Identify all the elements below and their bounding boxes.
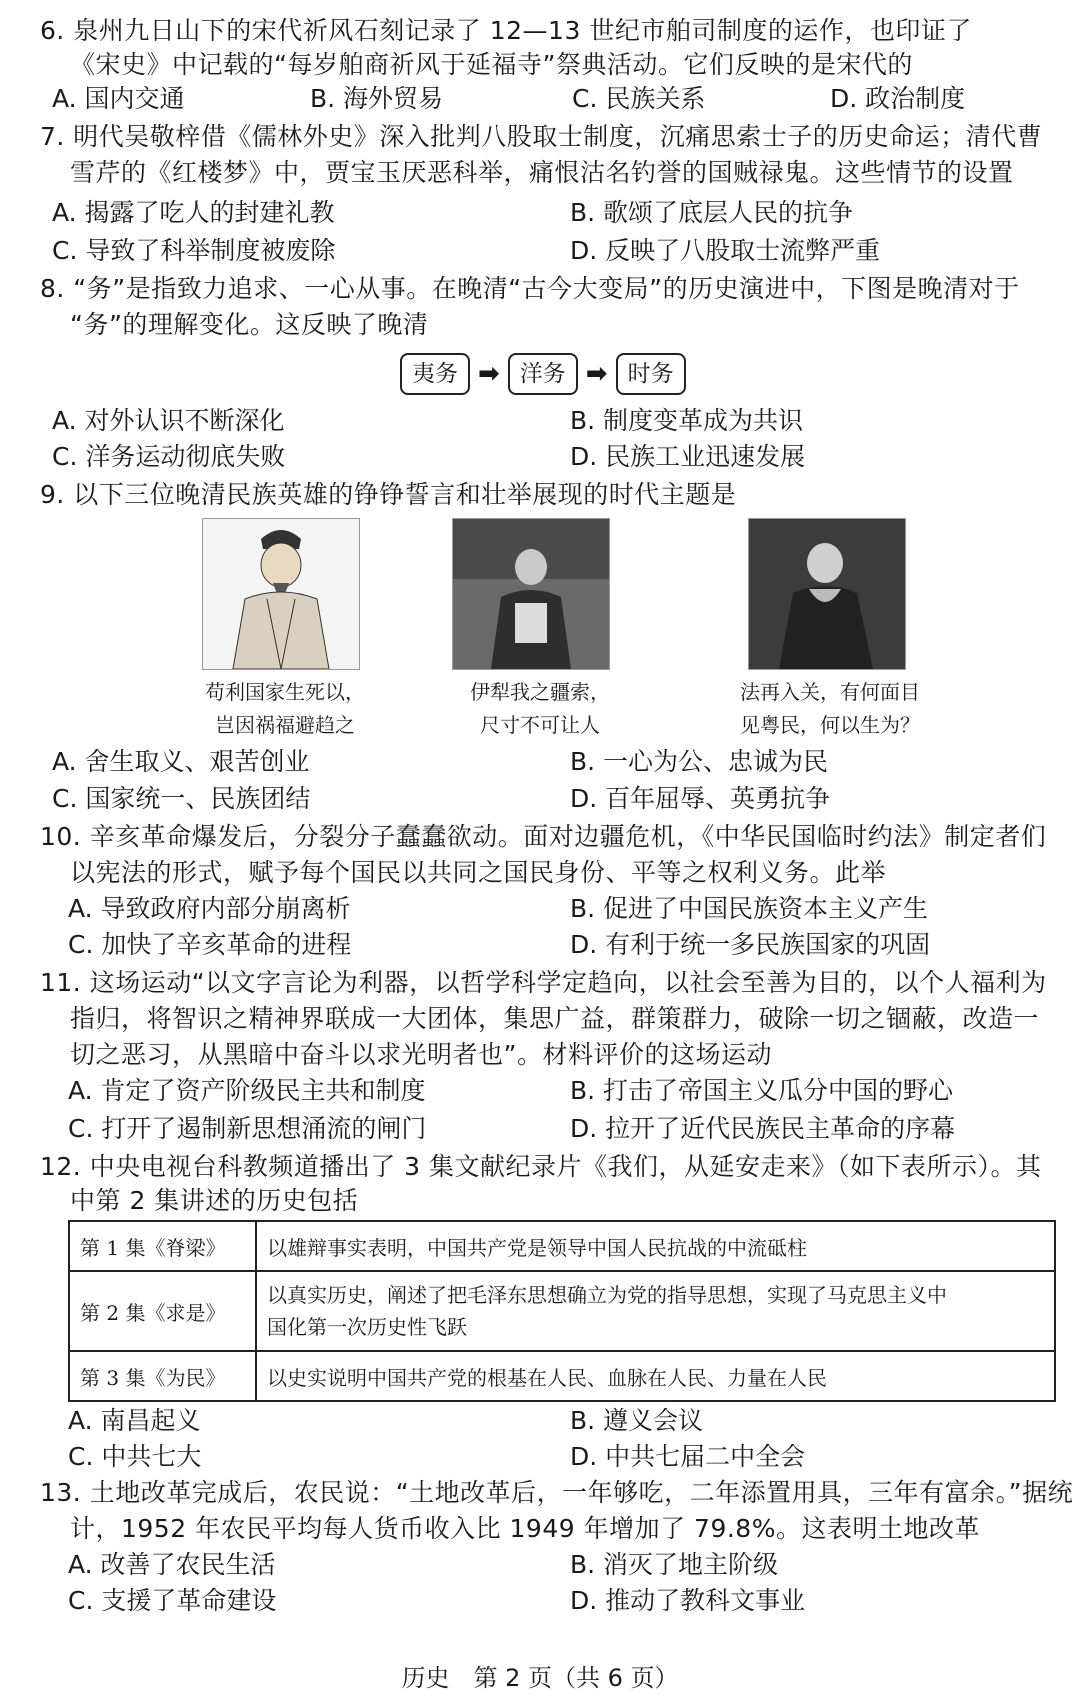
q10-stem-line1: 10. 辛亥革命爆发后，分裂分子蠢蠢欲动。面对边疆危机，《中华民国临时约法》制定者们	[40, 822, 1047, 851]
q10-option-c: C. 加快了辛亥革命的进程	[68, 930, 352, 959]
q7-option-d: D. 反映了八股取士流弊严重	[570, 236, 881, 265]
q7-stem-line2: 雪芹的《红楼梦》中，贾宝玉厌恶科举，痛恨沽名钓誉的国贼禄鬼。这些情节的设置	[70, 158, 1014, 187]
q8-flow-box-1: 夷务	[400, 353, 470, 395]
quote-1-line1: 苟利国家生死以，	[205, 680, 365, 704]
q13-stem-line2: 计，1952 年农民平均每人货币收入比 1949 年增加了 79.8%。这表明土地改革	[70, 1514, 980, 1543]
episode-description: 以史实说明中国共产党的根基在人民、血脉在人民、力量在人民	[256, 1351, 1055, 1401]
episode-description	[256, 1271, 1055, 1351]
q12-stem-line1: 12. 中央电视台科教频道播出了 3 集文献纪录片《我们，从延安走来》（如下表所示）。其	[40, 1152, 1042, 1181]
quote-3-line1: 法再入关，有何面目	[740, 680, 920, 704]
q12-option-d: D. 中共七届二中全会	[570, 1442, 806, 1471]
q11-option-c: C. 打开了遏制新思想涌流的闸门	[68, 1114, 427, 1143]
episode-description: 以雄辩事实表明，中国共产党是领导中国人民抗战的中流砥柱	[256, 1221, 1055, 1271]
q9-option-c: C. 国家统一、民族团结	[52, 784, 311, 813]
q6-option-d: D. 政治制度	[830, 84, 966, 113]
q9-option-b: B. 一心为公、忠诚为民	[570, 747, 829, 776]
arrow-right-icon: ➡	[478, 359, 500, 389]
q11-option-a: A. 肯定了资产阶级民主共和制度	[68, 1076, 426, 1105]
q8-option-d: D. 民族工业迅速发展	[570, 442, 806, 471]
q8-option-b: B. 制度变革成为共识	[570, 406, 804, 435]
photo-zuo-zongtang	[452, 518, 610, 670]
episode-name: 第 1 集《脊梁》	[69, 1221, 256, 1271]
q12-stem-line2: 中第 2 集讲述的历史包括	[70, 1186, 359, 1215]
quote-3	[700, 676, 960, 742]
q10-option-a: A. 导致政府内部分崩离析	[68, 894, 351, 923]
q13-option-b: B. 消灭了地主阶级	[570, 1550, 779, 1579]
q7-option-c: C. 导致了科举制度被废除	[52, 236, 336, 265]
q8-option-a: A. 对外认识不断深化	[52, 406, 285, 435]
table-row	[69, 1221, 1055, 1271]
q12-option-b: B. 遵义会议	[570, 1406, 704, 1435]
q10-stem-line2: 以宪法的形式，赋予每个国民以共同之国民身份、平等之权利义务。此举	[70, 858, 887, 887]
q6-stem-line2: 《宋史》中记载的“每岁舶商祈风于延福寺”祭典活动。它们反映的是宋代的	[70, 50, 913, 79]
q6-option-b: B. 海外贸易	[310, 84, 444, 113]
q8-flow-box-2: 洋务	[508, 353, 578, 395]
q8-stem-line1: 8. “务”是指致力追求、一心从事。在晚清“古今大变局”的历史演进中，下图是晚清对于	[40, 274, 1020, 303]
q12-option-c: C. 中共七大	[68, 1442, 202, 1471]
q8-option-c: C. 洋务运动彻底失败	[52, 442, 286, 471]
q6-stem-line1: 6. 泉州九日山下的宋代祈风石刻记录了 12—13 世纪市舶司制度的运作，也印证了	[40, 16, 972, 45]
q7-option-a: A. 揭露了吃人的封建礼教	[52, 198, 335, 227]
quote-2	[420, 676, 660, 742]
q11-stem-line3: 切之恶习，从黑暗中奋斗以求光明者也”。材料评价的这场运动	[70, 1040, 772, 1069]
q8-flow-box-3: 时务	[616, 353, 686, 395]
table-row	[69, 1271, 1055, 1351]
q9-option-a: A. 舍生取义、艰苦创业	[52, 747, 310, 776]
q8-stem-line2: “务”的理解变化。这反映了晚清	[70, 310, 429, 339]
q13-option-d: D. 推动了教科文事业	[570, 1586, 806, 1615]
quote-1-line2: 岂因祸福避趋之	[215, 713, 355, 737]
portrait-lin-zexu	[202, 518, 360, 670]
q11-option-b: B. 打击了帝国主义瓜分中国的野心	[570, 1076, 954, 1105]
page-footer: 历史 第 2 页（共 6 页）	[401, 1664, 679, 1692]
arrow-right-icon: ➡	[585, 359, 608, 389]
q8-flow-diagram	[400, 352, 686, 396]
q11-stem-line1: 11. 这场运动“以文字言论为利器，以哲学科学定趋向，以社会至善为目的，以个人福利为	[40, 968, 1047, 997]
quote-2-line2: 尺寸不可让人	[480, 713, 600, 737]
q10-option-d: D. 有利于统一多民族国家的巩固	[570, 930, 931, 959]
table-row	[69, 1351, 1055, 1401]
q6-option-a: A. 国内交通	[52, 84, 185, 113]
q11-option-d: D. 拉开了近代民族民主革命的序幕	[570, 1114, 956, 1143]
q6-option-c: C. 民族关系	[572, 84, 706, 113]
quote-1	[150, 676, 420, 742]
q7-stem-line1: 7. 明代吴敬梓借《儒林外史》深入批判八股取士制度，沉痛思索士子的历史命运；清代曹	[40, 122, 1043, 151]
episode-description-line1: 以真实历史，阐述了把毛泽东思想确立为党的指导思想，实现了马克思主义中	[267, 1283, 947, 1307]
q10-option-b: B. 促进了中国民族资本主义产生	[570, 894, 929, 923]
q7-option-b: B. 歌颂了底层人民的抗争	[570, 198, 854, 227]
q13-stem-line1: 13. 土地改革完成后，农民说：“土地改革后，一年够吃，二年添置用具，三年有富余。”据统	[40, 1478, 1074, 1507]
quote-3-line2: 见粤民，何以生为？	[740, 713, 920, 737]
q9-stem-line1: 9. 以下三位晚清民族英雄的铮铮誓言和壮举展现的时代主题是	[40, 480, 737, 509]
quote-2-line1: 伊犁我之疆索，	[470, 680, 610, 704]
q9-option-d: D. 百年屈辱、英勇抗争	[570, 784, 831, 813]
episode-name: 第 2 集《求是》	[69, 1271, 256, 1351]
q13-option-a: A. 改善了农民生活	[68, 1550, 276, 1579]
q11-stem-line2: 指归，将智识之精神界联成一大团体，集思广益，群策群力，破除一切之锢蔽，改造一	[70, 1004, 1040, 1033]
episode-name: 第 3 集《为民》	[69, 1351, 256, 1401]
q13-option-c: C. 支援了革命建设	[68, 1586, 277, 1615]
photo-feng-zicai	[748, 518, 906, 670]
q12-option-a: A. 南昌起义	[68, 1406, 201, 1435]
episode-description-line2: 国化第一次历史性飞跃	[267, 1315, 467, 1339]
episode-table	[68, 1220, 1056, 1402]
